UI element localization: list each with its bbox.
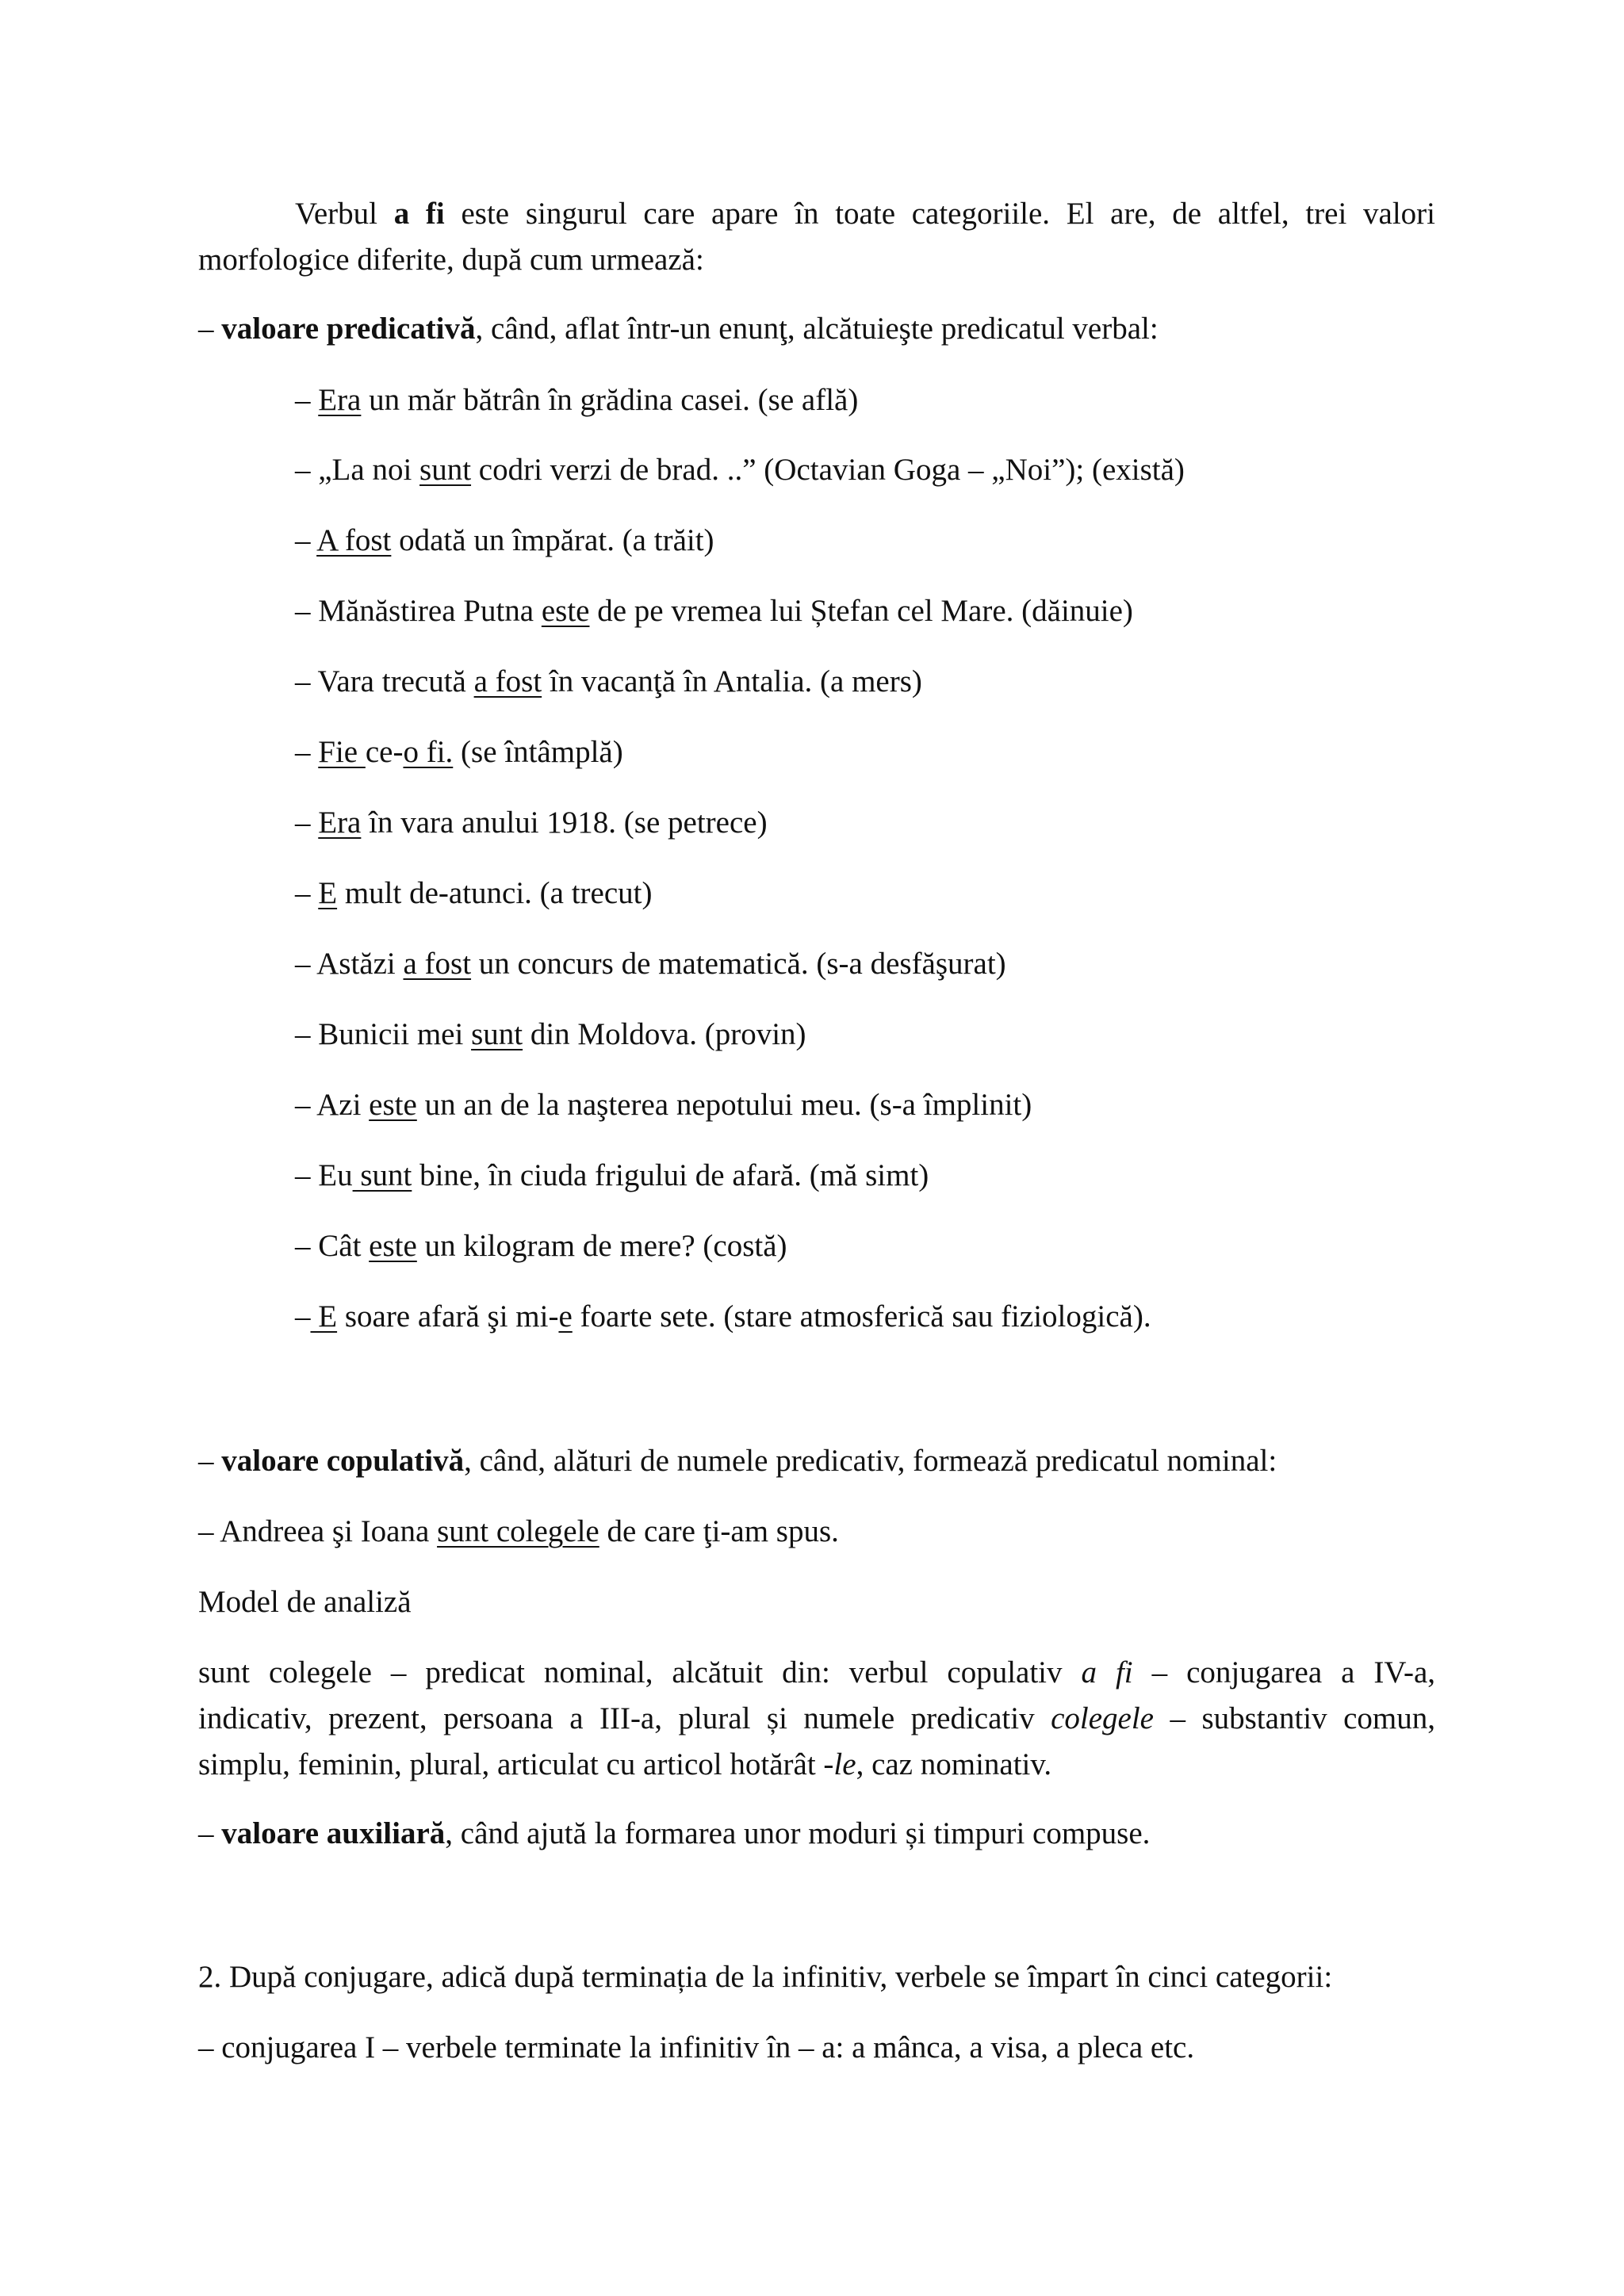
conjugare-item-1: – conjugarea I – verbele terminate la infinitiv în – a: a mânca, a visa, a pleca etc.	[198, 2030, 1195, 2064]
underlined-verb: E	[310, 1299, 338, 1334]
example-text: foarte sete. (stare atmosferică sau fiziologică).	[572, 1299, 1151, 1334]
example-line	[295, 519, 1435, 562]
example-line	[295, 590, 1435, 633]
example-text: –	[295, 523, 317, 557]
term-predicativ: valoare predicativă	[221, 312, 476, 346]
underlined-verb: sunt colegele	[437, 1514, 599, 1548]
example-line	[295, 1154, 1435, 1197]
example-text: un măr bătrân în grădina casei. (se află)	[361, 383, 859, 417]
underlined-verb: Fie	[318, 735, 366, 769]
underlined-verb: e	[558, 1299, 573, 1334]
dash: –	[198, 1816, 222, 1850]
underlined-verb: o fi.	[403, 735, 454, 769]
example-line	[295, 943, 1435, 985]
example-text: de care ţi-am spus.	[599, 1514, 839, 1548]
model-text: indicativ, prezent, persoana a III-a, plural și numele predicativ	[198, 1701, 1051, 1735]
example-text: – Astăzi	[295, 947, 404, 981]
example-text: un kilogram de mere? (costă)	[416, 1229, 787, 1263]
example-text: un an de la naşterea nepotului meu. (s-a împlinit)	[416, 1088, 1032, 1122]
example-line	[295, 379, 1435, 422]
example-text: soare afară şi mi-	[337, 1299, 559, 1334]
intro-line-1	[295, 193, 1435, 235]
example-line	[295, 1225, 1435, 1268]
dash: –	[198, 312, 222, 346]
example-line	[295, 731, 1435, 774]
example-text: în vara anului 1918. (se petrece)	[361, 806, 768, 840]
example-text: – Andreea şi Ioana	[198, 1514, 438, 1548]
copulativ-heading	[198, 1440, 1435, 1483]
underlined-verb: Era	[318, 383, 362, 417]
example-text: –	[295, 1299, 311, 1334]
example-text: –	[295, 383, 319, 417]
example-line	[295, 449, 1435, 492]
heading-rest: , când, alături de numele predicativ, formează predicatul nominal:	[464, 1444, 1277, 1478]
underlined-verb: A fost	[316, 523, 392, 557]
model-text: simplu, feminin, plural, articulat cu articol hotărât	[198, 1747, 824, 1781]
term-copulativ: valoare copulativă	[221, 1444, 465, 1478]
example-text: – Azi	[295, 1088, 370, 1122]
model-italic: a fi	[1081, 1655, 1133, 1689]
example-line	[295, 1013, 1435, 1056]
heading-rest: , când ajută la formarea unor moduri și timpuri compuse.	[445, 1816, 1151, 1850]
example-text: –	[295, 806, 319, 840]
underlined-verb: sunt	[419, 453, 472, 487]
example-text: (se întâmplă)	[453, 735, 623, 769]
example-line	[295, 872, 1435, 915]
term-auxiliar: valoare auxiliară	[221, 1816, 446, 1850]
auxiliar-heading	[198, 1812, 1435, 1855]
model-text: , caz nominativ.	[856, 1747, 1052, 1781]
example-line	[295, 660, 1435, 703]
example-text: – Cât	[295, 1229, 370, 1263]
example-text: bine, în ciuda frigului de afară. (mă simt)	[412, 1158, 929, 1192]
example-line	[295, 1084, 1435, 1127]
example-text: în vacanţă în Antalia. (a mers)	[542, 664, 922, 698]
underlined-verb: este	[369, 1229, 417, 1263]
intro-text: este singurul care apare în toate categoriile. El are, de altfel, trei valori	[444, 197, 1435, 231]
underlined-verb: sunt	[471, 1017, 523, 1051]
underlined-verb: este	[369, 1088, 417, 1122]
example-text: codri verzi de brad. ..” (Octavian Goga – „Noi”); (există)	[471, 453, 1185, 487]
example-line	[295, 802, 1435, 844]
model-text: – substantiv comun,	[1154, 1701, 1435, 1735]
example-text: –	[295, 735, 319, 769]
underlined-verb: a fost	[403, 947, 472, 981]
model-line-2	[198, 1697, 1435, 1740]
example-text: ce-	[365, 735, 404, 769]
model-line-3	[198, 1743, 1435, 1786]
example-line	[295, 1295, 1435, 1338]
example-text: – Mănăstirea Putna	[295, 594, 542, 628]
example-text: – „La noi	[295, 453, 420, 487]
example-text: odată un împărat. (a trăit)	[391, 523, 714, 557]
example-text: – Eu	[295, 1158, 353, 1192]
underlined-verb: Era	[318, 806, 362, 840]
intro-text: Verbul	[295, 197, 394, 231]
example-text: din Moldova. (provin)	[523, 1017, 806, 1051]
underlined-verb: E	[318, 876, 338, 910]
verb-a-fi: a fi	[393, 197, 445, 231]
underlined-verb: sunt	[352, 1158, 412, 1192]
model-title: Model de analiză	[198, 1585, 412, 1619]
dash: –	[198, 1444, 222, 1478]
underlined-verb: a fost	[473, 664, 542, 698]
conjugare-heading: 2. După conjugare, adică după terminația de la infinitiv, verbele se împart în cinci categorii:	[198, 1960, 1333, 1994]
model-italic: -le	[823, 1747, 856, 1781]
underlined-verb: este	[541, 594, 590, 628]
copulativ-example	[198, 1510, 1435, 1553]
model-text: – conjugarea a IV-a,	[1132, 1655, 1436, 1689]
example-text: un concurs de matematică. (s-a desfăşurat)	[471, 947, 1006, 981]
model-italic: colegele	[1051, 1701, 1154, 1735]
intro-line-2: morfologice diferite, după cum urmează:	[198, 243, 704, 277]
predicativ-heading	[198, 308, 1435, 350]
heading-rest: , când, aflat într-un enunţ, alcătuieşte predicatul verbal:	[475, 312, 1159, 346]
example-text: de pe vremea lui Ștefan cel Mare. (dăinuie)	[589, 594, 1133, 628]
example-text: – Bunicii mei	[295, 1017, 472, 1051]
model-line-1	[198, 1651, 1435, 1694]
example-text: –	[295, 876, 319, 910]
example-text: mult de-atunci. (a trecut)	[337, 876, 653, 910]
example-text: – Vara trecută	[295, 664, 474, 698]
model-text: sunt colegele – predicat nominal, alcătuit din: verbul copulativ	[198, 1655, 1082, 1689]
